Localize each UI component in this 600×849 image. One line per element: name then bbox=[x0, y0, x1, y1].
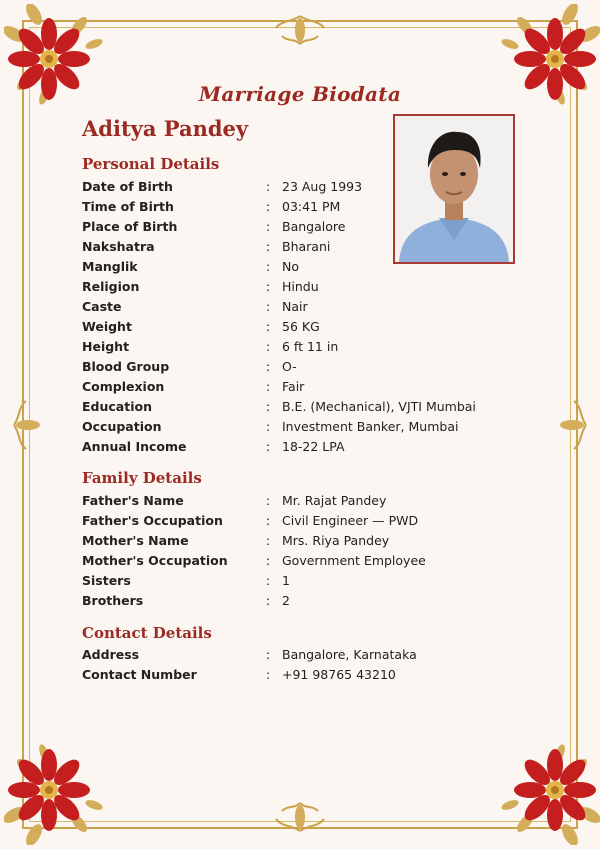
detail-value: Bangalore bbox=[282, 219, 346, 234]
detail-separator: : bbox=[266, 593, 271, 608]
detail-separator: : bbox=[266, 493, 271, 508]
detail-label: Blood Group bbox=[82, 359, 170, 374]
detail-value: Investment Banker, Mumbai bbox=[282, 419, 459, 434]
detail-separator: : bbox=[266, 419, 271, 434]
left-flourish-icon bbox=[8, 395, 48, 455]
corner-flower-bottom-right-icon bbox=[490, 735, 600, 845]
detail-label: Height bbox=[82, 339, 130, 354]
detail-label: Mother's Name bbox=[82, 533, 189, 548]
detail-value: 56 KG bbox=[282, 319, 320, 334]
detail-value: O- bbox=[282, 359, 297, 374]
detail-label: Time of Birth bbox=[82, 199, 174, 214]
detail-separator: : bbox=[266, 219, 271, 234]
detail-value: 6 ft 11 in bbox=[282, 339, 339, 354]
detail-separator: : bbox=[266, 259, 271, 274]
detail-value: 23 Aug 1993 bbox=[282, 179, 363, 194]
detail-separator: : bbox=[266, 199, 271, 214]
detail-label: Mother's Occupation bbox=[82, 553, 228, 568]
detail-label: Weight bbox=[82, 319, 132, 334]
detail-separator: : bbox=[266, 399, 271, 414]
detail-separator: : bbox=[266, 239, 271, 254]
candidate-photo bbox=[393, 114, 515, 264]
person-portrait-icon bbox=[395, 116, 513, 262]
detail-label: Education bbox=[82, 399, 152, 414]
section-contact-heading: Contact Details bbox=[82, 624, 212, 642]
detail-label: Place of Birth bbox=[82, 219, 178, 234]
detail-separator: : bbox=[266, 513, 271, 528]
detail-value: Government Employee bbox=[282, 553, 426, 568]
detail-label: Nakshatra bbox=[82, 239, 155, 254]
detail-separator: : bbox=[266, 647, 271, 662]
detail-separator: : bbox=[266, 179, 271, 194]
detail-value: Hindu bbox=[282, 279, 319, 294]
top-flourish-icon bbox=[270, 10, 330, 50]
detail-separator: : bbox=[266, 279, 271, 294]
corner-flower-bottom-left-icon bbox=[4, 735, 114, 845]
detail-value: +91 98765 43210 bbox=[282, 667, 396, 682]
detail-label: Date of Birth bbox=[82, 179, 173, 194]
detail-label: Father's Occupation bbox=[82, 513, 223, 528]
detail-value: B.E. (Mechanical), VJTI Mumbai bbox=[282, 399, 476, 414]
detail-label: Caste bbox=[82, 299, 122, 314]
detail-label: Complexion bbox=[82, 379, 165, 394]
detail-separator: : bbox=[266, 553, 271, 568]
detail-value: 18-22 LPA bbox=[282, 439, 345, 454]
detail-label: Annual Income bbox=[82, 439, 187, 454]
detail-label: Manglik bbox=[82, 259, 138, 274]
section-family-heading: Family Details bbox=[82, 469, 202, 487]
detail-value: 1 bbox=[282, 573, 290, 588]
detail-separator: : bbox=[266, 319, 271, 334]
section-personal-heading: Personal Details bbox=[82, 155, 220, 173]
detail-value: Mr. Rajat Pandey bbox=[282, 493, 387, 508]
document-title: Marriage Biodata bbox=[198, 82, 402, 106]
detail-label: Address bbox=[82, 647, 140, 662]
bottom-flourish-icon bbox=[270, 797, 330, 837]
detail-label: Sisters bbox=[82, 573, 131, 588]
detail-label: Father's Name bbox=[82, 493, 184, 508]
detail-separator: : bbox=[266, 667, 271, 682]
detail-separator: : bbox=[266, 573, 271, 588]
detail-value: 03:41 PM bbox=[282, 199, 341, 214]
detail-value: Bharani bbox=[282, 239, 331, 254]
detail-separator: : bbox=[266, 359, 271, 374]
detail-value: 2 bbox=[282, 593, 290, 608]
detail-separator: : bbox=[266, 439, 271, 454]
detail-value: No bbox=[282, 259, 299, 274]
detail-label: Contact Number bbox=[82, 667, 197, 682]
detail-label: Occupation bbox=[82, 419, 162, 434]
detail-value: Fair bbox=[282, 379, 305, 394]
detail-separator: : bbox=[266, 533, 271, 548]
detail-value: Civil Engineer — PWD bbox=[282, 513, 419, 528]
detail-value: Nair bbox=[282, 299, 308, 314]
right-flourish-icon bbox=[552, 395, 592, 455]
detail-label: Religion bbox=[82, 279, 140, 294]
detail-separator: : bbox=[266, 339, 271, 354]
detail-value: Bangalore, Karnataka bbox=[282, 647, 417, 662]
detail-value: Mrs. Riya Pandey bbox=[282, 533, 390, 548]
detail-separator: : bbox=[266, 299, 271, 314]
candidate-name: Aditya Pandey bbox=[82, 116, 249, 141]
detail-label: Brothers bbox=[82, 593, 144, 608]
detail-separator: : bbox=[266, 379, 271, 394]
